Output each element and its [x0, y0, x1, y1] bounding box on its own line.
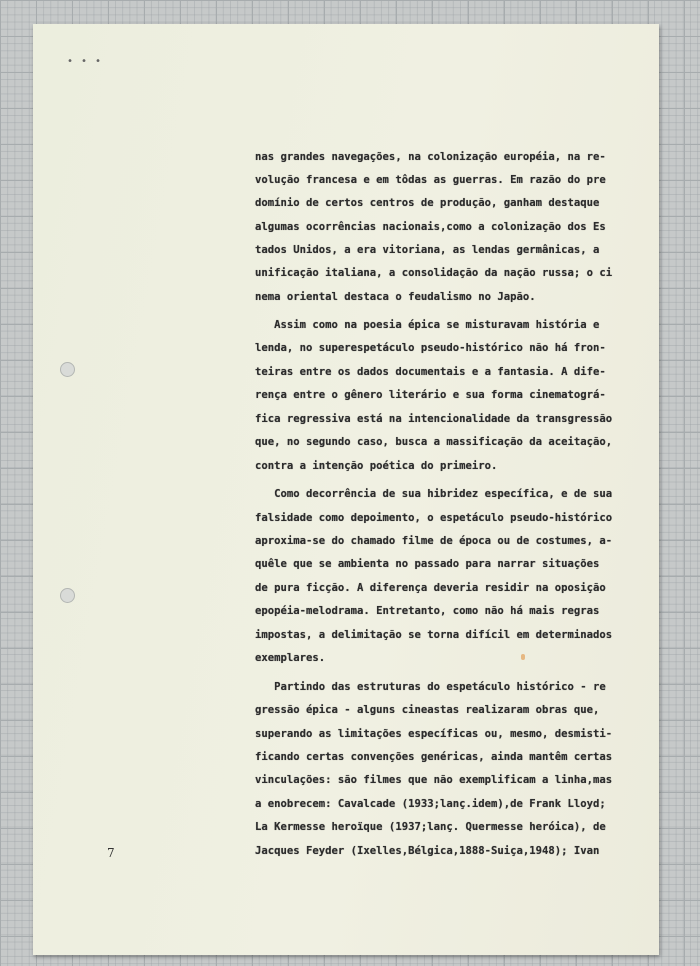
page-number: 7: [107, 846, 115, 860]
text-line: de pura ficção. A diferença deveria residir na oposição: [255, 582, 606, 594]
text-line: Jacques Feyder (Ixelles,Bélgica,1888-Suiça,1948); Ivan: [255, 845, 600, 857]
text-line: unificação italiana, a consolidação da nação russa; o ci: [255, 267, 613, 279]
text-line: superando as limitações específicas ou, mesmo, desmisti-: [255, 728, 613, 740]
punch-hole: [60, 362, 75, 377]
text-line: algumas ocorrências nacionais,como a colonização dos Es: [255, 221, 606, 233]
text-line: gressão épica - alguns cineastas realizaram obras que,: [255, 704, 600, 716]
text-line: nema oriental destaca o feudalismo no Japão.: [255, 291, 536, 303]
text-line: vinculações: são filmes que não exemplificam a linha,mas: [255, 774, 613, 786]
text-line: aproxima-se do chamado filme de época ou de costumes, a-: [255, 535, 613, 547]
text-line: teiras entre os dados documentais e a fantasia. A dife-: [255, 366, 606, 378]
text-line: tados Unidos, a era vitoriana, as lendas germânicas, a: [255, 244, 600, 256]
text-line: epopéia-melodrama. Entretanto, como não há mais regras: [255, 605, 600, 617]
text-line: ficando certas convenções genéricas, ainda mantêm certas: [255, 751, 613, 763]
text-line: Assim como na poesia épica se misturavam história e: [255, 319, 600, 331]
text-line: La Kermesse heroïque (1937;lanç. Quermesse heróica), de: [255, 821, 606, 833]
ink-stain: [521, 654, 525, 660]
text-line: lenda, no superespetáculo pseudo-histórico não há fron-: [255, 342, 606, 354]
text-line: falsidade como depoimento, o espetáculo pseudo-histórico: [255, 512, 613, 524]
text-line: volução francesa e em tôdas as guerras. Em razão do pre: [255, 174, 606, 186]
text-line: que, no segundo caso, busca a massificação da aceitação,: [255, 436, 613, 448]
text-line: domínio de certos centros de produção, ganham destaque: [255, 197, 600, 209]
text-line: nas grandes navegações, na colonização européia, na re-: [255, 151, 606, 163]
text-line: exemplares.: [255, 652, 326, 664]
text-line: rença entre o gênero literário e sua forma cinematográ-: [255, 389, 606, 401]
text-line: contra a intenção poética do primeiro.: [255, 460, 498, 472]
ink-dots: •••: [67, 56, 110, 67]
text-line: impostas, a delimitação se torna difícil em determinados: [255, 629, 613, 641]
punch-hole: [60, 588, 75, 603]
text-line: Como decorrência de sua hibridez específica, e de sua: [255, 488, 613, 500]
text-line: Partindo das estruturas do espetáculo histórico - re: [255, 681, 606, 693]
text-line: a enobrecem: Cavalcade (1933;lanç.idem),de Frank Lloyd;: [255, 798, 606, 810]
typewritten-page: [33, 24, 659, 955]
text-line: quêle que se ambienta no passado para narrar situações: [255, 558, 600, 570]
text-line: fica regressiva está na intencionalidade da transgressão: [255, 413, 613, 425]
